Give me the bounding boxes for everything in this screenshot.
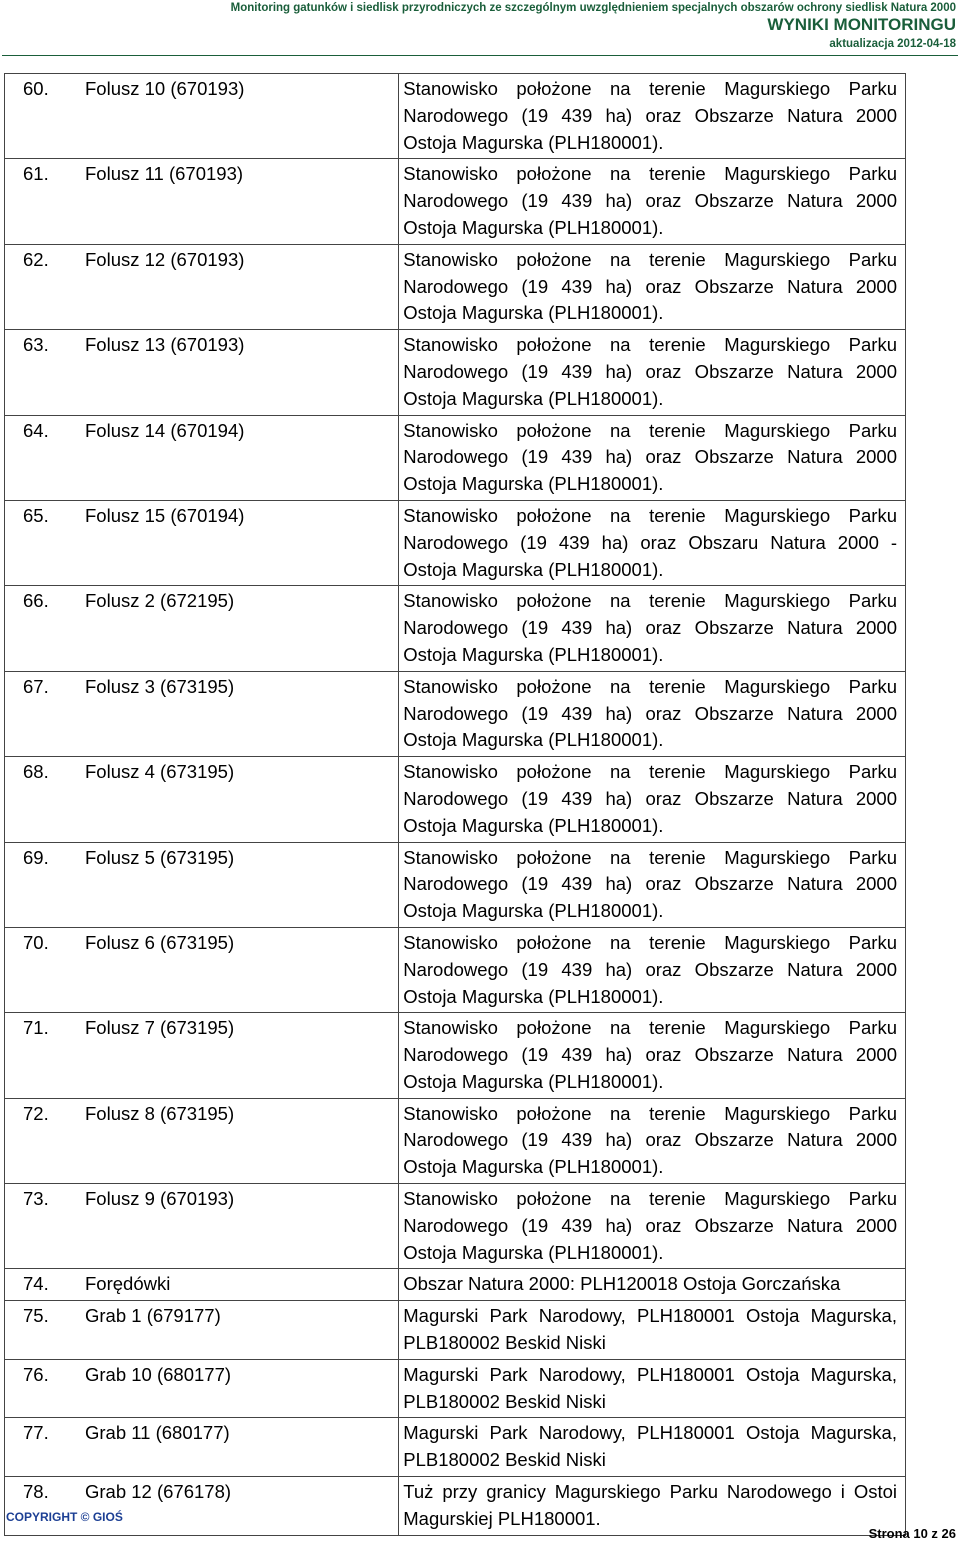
table-row — [5, 74, 906, 159]
table-row — [5, 330, 906, 415]
row-number: 62. — [23, 248, 49, 270]
location-description: Stanowisko położone na terenie Magurskiego Parku Narodowego (19 439 ha) oraz Obszarze Natura 2000 Ostoja Magurska (PLH180001). — [403, 846, 897, 922]
table-row — [5, 1184, 906, 1269]
location-description: Stanowisko położone na terenie Magurskiego Parku Narodowego (19 439 ha) oraz Obszarze Natura 2000 Ostoja Magurska (PLH180001). — [403, 334, 897, 409]
location-description: Stanowisko położone na terenie Magurskiego Parku Narodowego (19 439 ha) oraz Obszarze Natura 2000 Ostoja Magurska (PLH180001). — [403, 248, 897, 324]
location-cell — [399, 159, 906, 244]
site-cell — [5, 500, 399, 585]
site-cell — [5, 1418, 399, 1477]
table-row — [5, 842, 906, 927]
location-description: Magurski Park Narodowy, PLH180001 Ostoja Magurska, PLB180002 Beskid Niski — [403, 1363, 897, 1412]
location-description: Stanowisko położone na terenie Magurskiego Parku Narodowego (19 439 ha) oraz Obszarze Natura 2000 Ostoja Magurska (PLH180001). — [403, 761, 897, 836]
site-name: Grab 11 (680177) — [85, 1422, 230, 1444]
site-cell — [5, 1477, 399, 1536]
table-row — [5, 159, 906, 244]
row-number: 63. — [23, 334, 49, 356]
row-number: 73. — [23, 1188, 49, 1210]
site-name: Folusz 6 (673195) — [85, 931, 235, 953]
site-cell — [5, 415, 399, 500]
location-description: Stanowisko położone na terenie Magurskiego Parku Narodowego (19 439 ha) oraz Obszarze Natura 2000 Ostoja Magurska (PLH180001). — [403, 1017, 897, 1092]
location-cell — [399, 244, 906, 329]
table-row — [5, 1301, 906, 1360]
site-cell — [5, 586, 399, 671]
row-number: 60. — [23, 78, 49, 99]
site-cell — [5, 74, 399, 159]
footer-page-number: Strona 10 z 26 — [868, 1526, 956, 1541]
site-cell — [5, 1359, 399, 1418]
site-name: Grab 10 (680177) — [85, 1363, 232, 1385]
site-name: Folusz 15 (670194) — [85, 504, 245, 526]
location-description: Stanowisko położone na terenie Magurskiego Parku Narodowego (19 439 ha) oraz Obszarze Natura 2000 Ostoja Magurska (PLH180001). — [403, 675, 897, 751]
row-number: 66. — [23, 590, 49, 612]
site-name: Folusz 5 (673195) — [85, 846, 235, 868]
table-row — [5, 1418, 906, 1477]
table-row — [5, 1013, 906, 1098]
table-row — [5, 415, 906, 500]
table-row — [5, 1359, 906, 1418]
row-number: 71. — [23, 1017, 49, 1039]
location-cell — [399, 1184, 906, 1269]
site-cell — [5, 1098, 399, 1183]
sites-table — [4, 73, 906, 1536]
site-cell — [5, 1269, 399, 1301]
header-update-date: aktualizacja 2012-04-18 — [829, 38, 956, 50]
site-name: Folusz 13 (670193) — [85, 334, 245, 356]
location-cell — [399, 757, 906, 842]
header-project-title: Monitoring gatunków i siedlisk przyrodniczych ze szczególnym uwzględnieniem specjalnych obszarów ochrony siedlisk Natura 2000 — [230, 2, 956, 14]
location-cell — [399, 1098, 906, 1183]
location-cell — [399, 671, 906, 756]
location-description: Stanowisko położone na terenie Magurskiego Parku Narodowego (19 439 ha) oraz Obszarze Natura 2000 Ostoja Magurska (PLH180001). — [403, 163, 897, 238]
table-row — [5, 1477, 906, 1536]
row-number: 68. — [23, 761, 49, 783]
site-name: Folusz 2 (672195) — [85, 590, 235, 612]
site-cell — [5, 1301, 399, 1360]
footer-copyright: COPYRIGHT © GIOŚ — [6, 1510, 123, 1524]
row-number: 76. — [23, 1363, 49, 1385]
location-description: Magurski Park Narodowy, PLH180001 Ostoja Magurska, PLB180002 Beskid Niski — [403, 1305, 897, 1354]
row-number: 70. — [23, 931, 49, 953]
site-cell — [5, 244, 399, 329]
row-number: 78. — [23, 1481, 49, 1503]
site-name: Folusz 7 (673195) — [85, 1017, 235, 1039]
location-description: Stanowisko położone na terenie Magurskiego Parku Narodowego (19 439 ha) oraz Obszarze Natura 2000 Ostoja Magurska (PLH180001). — [403, 931, 897, 1007]
table-row — [5, 927, 906, 1012]
site-cell — [5, 927, 399, 1012]
site-name: Grab 1 (679177) — [85, 1305, 221, 1327]
location-cell — [399, 1301, 906, 1360]
location-description: Tuż przy granicy Magurskiego Parku Narodowego i Ostoi Magurskiej PLH180001. — [403, 1481, 897, 1529]
location-cell — [399, 1418, 906, 1477]
site-cell — [5, 1013, 399, 1098]
site-name: Folusz 10 (670193) — [85, 78, 245, 99]
site-cell — [5, 1184, 399, 1269]
table-row — [5, 586, 906, 671]
location-cell — [399, 1359, 906, 1418]
site-cell — [5, 671, 399, 756]
sites-table-body — [5, 74, 906, 1536]
table-row — [5, 1269, 906, 1301]
site-cell — [5, 159, 399, 244]
location-cell — [399, 1269, 906, 1301]
site-name: Folusz 4 (673195) — [85, 761, 235, 783]
location-cell — [399, 586, 906, 671]
row-number: 64. — [23, 419, 49, 441]
site-name: Folusz 8 (673195) — [85, 1102, 235, 1124]
location-description: Magurski Park Narodowy, PLH180001 Ostoja Magurska, PLB180002 Beskid Niski — [403, 1422, 897, 1471]
row-number: 77. — [23, 1422, 49, 1444]
site-name: Grab 12 (676178) — [85, 1481, 232, 1503]
location-description: Stanowisko położone na terenie Magurskiego Parku Narodowego (19 439 ha) oraz Obszarze Natura 2000 Ostoja Magurska (PLH180001). — [403, 419, 897, 495]
row-number: 72. — [23, 1102, 49, 1124]
table-row — [5, 1098, 906, 1183]
site-name: Folusz 11 (670193) — [85, 163, 244, 185]
location-cell — [399, 500, 906, 585]
location-description: Stanowisko położone na terenie Magurskiego Parku Narodowego (19 439 ha) oraz Obszarze Natura 2000 Ostoja Magurska (PLH180001). — [403, 1102, 897, 1178]
site-name: Folusz 14 (670194) — [85, 419, 245, 441]
location-cell — [399, 927, 906, 1012]
location-description: Stanowisko położone na terenie Magurskiego Parku Narodowego (19 439 ha) oraz Obszarze Natura 2000 Ostoja Magurska (PLH180001). — [403, 78, 897, 153]
site-cell — [5, 330, 399, 415]
header-results-title: WYNIKI MONITORINGU — [767, 15, 956, 34]
site-name: Folusz 12 (670193) — [85, 248, 245, 270]
location-description: Stanowisko położone na terenie Magurskiego Parku Narodowego (19 439 ha) oraz Obszarze Natura 2000 Ostoja Magurska (PLH180001). — [403, 590, 897, 665]
location-description: Obszar Natura 2000: PLH120018 Ostoja Gorczańska — [403, 1273, 841, 1295]
site-name: Folusz 9 (670193) — [85, 1188, 235, 1210]
table-row — [5, 244, 906, 329]
header-divider — [2, 55, 958, 56]
row-number: 61. — [23, 163, 49, 185]
row-number: 69. — [23, 846, 49, 868]
table-row — [5, 757, 906, 842]
site-cell — [5, 842, 399, 927]
location-cell — [399, 1477, 906, 1536]
location-description: Stanowisko położone na terenie Magurskiego Parku Narodowego (19 439 ha) oraz Obszaru Natura 2000 - Ostoja Magurska (PLH180001). — [403, 504, 897, 580]
row-number: 74. — [23, 1273, 49, 1295]
site-name: Forędówki — [85, 1273, 171, 1295]
location-cell — [399, 1013, 906, 1098]
location-description: Stanowisko położone na terenie Magurskiego Parku Narodowego (19 439 ha) oraz Obszarze Natura 2000 Ostoja Magurska (PLH180001). — [403, 1188, 897, 1263]
location-cell — [399, 842, 906, 927]
location-cell — [399, 74, 906, 159]
row-number: 67. — [23, 675, 49, 697]
row-number: 75. — [23, 1305, 49, 1327]
location-cell — [399, 415, 906, 500]
table-row — [5, 500, 906, 585]
location-cell — [399, 330, 906, 415]
site-name: Folusz 3 (673195) — [85, 675, 235, 697]
site-cell — [5, 757, 399, 842]
table-row — [5, 671, 906, 756]
row-number: 65. — [23, 504, 49, 526]
